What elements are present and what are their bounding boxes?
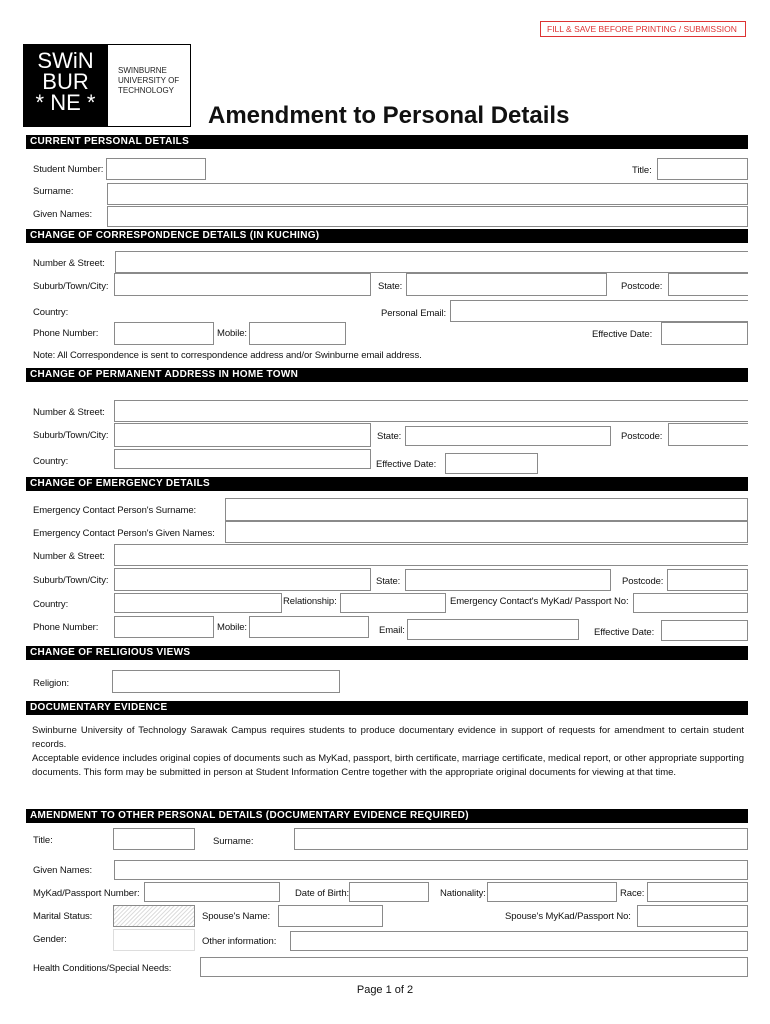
ec-email-input[interactable] [407,619,579,640]
religion-input[interactable] [112,670,340,693]
perm-country-input[interactable] [114,449,371,469]
perm-suburb-input[interactable] [114,423,371,447]
corr-effective-input[interactable] [661,322,748,345]
spouse-mykad-input[interactable] [637,905,748,927]
ec-effective-label: Effective Date: [594,627,655,638]
corr-suburb-label: Suburb/Town/City: [33,281,109,292]
ec-country-label: Country: [33,599,69,610]
ec-surname-label: Emergency Contact Person's Surname: [33,505,197,516]
corr-phone-label: Phone Number: [33,328,99,339]
ec-surname-input[interactable] [225,498,748,521]
ec-mobile-input[interactable] [249,616,369,638]
corr-postcode-input[interactable] [668,273,748,296]
page-title: Amendment to Personal Details [208,102,570,129]
page-number: Page 1 of 2 [356,984,414,996]
section-permanent-address [26,368,748,382]
section-religious [26,646,748,660]
title-label: Title: [632,165,652,176]
corr-state-input[interactable] [406,273,607,296]
other-given-input[interactable] [114,860,748,880]
logo-text-line-1: SWINBURNE [118,66,167,75]
ec-state-input[interactable] [405,569,611,591]
ec-relationship-input[interactable] [340,593,446,613]
section-title: CHANGE OF PERMANENT ADDRESS IN HOME TOWN [30,369,299,380]
perm-postcode-label: Postcode: [621,431,663,442]
mykad-input[interactable] [144,882,280,902]
section-other-details [26,809,748,823]
perm-state-input[interactable] [405,426,611,446]
other-title-input[interactable] [113,828,195,850]
evidence-paragraph-1: Swinburne University of Technology Sarawak Campus requires students to produce documentary evidence in support of requests for amendment to certain student records. [32,725,744,750]
ec-mykad-input[interactable] [633,593,748,613]
dob-input[interactable] [349,882,429,902]
religion-label: Religion: [33,678,70,689]
surname-label: Surname: [33,186,74,197]
ec-postcode-input[interactable] [667,569,748,591]
race-input[interactable] [647,882,748,902]
section-evidence [26,701,748,715]
spouse-name-label: Spouse's Name: [202,911,271,922]
perm-suburb-label: Suburb/Town/City: [33,430,109,441]
corr-email-input[interactable] [450,300,748,322]
corr-street-label: Number & Street: [33,258,105,269]
health-label: Health Conditions/Special Needs: [33,963,172,974]
student-number-label: Student Number: [33,164,104,175]
mykad-label: MyKad/Passport Number: [33,888,140,899]
evidence-paragraph-2: Acceptable evidence includes original copies of documents such as MyKad, passport, birth certificate, marriage certificate, medical report, or other appropriate supporting documents. This form may be submitted in person at Student Information Centre together with the appropriate original documents for viewing at that time. [32,753,744,778]
logo-mark [23,44,108,127]
section-title: CHANGE OF RELIGIOUS VIEWS [30,647,191,658]
gender-label: Gender: [33,934,67,945]
ec-phone-input[interactable] [114,616,214,638]
ec-state-label: State: [376,576,401,587]
other-surname-label: Surname: [213,836,254,847]
corr-postcode-label: Postcode: [621,281,663,292]
ec-suburb-label: Suburb/Town/City: [33,575,109,586]
title-input[interactable] [657,158,748,180]
ec-suburb-input[interactable] [114,568,371,591]
corr-mobile-input[interactable] [249,322,346,345]
marital-label: Marital Status: [33,911,93,922]
logo-wordmark [118,66,179,96]
corr-country-label: Country: [33,307,69,318]
student-number-input[interactable] [106,158,206,180]
perm-street-input[interactable] [114,400,748,422]
other-info-input[interactable] [290,931,748,951]
ec-email-label: Email: [379,625,405,636]
given-names-input[interactable] [107,206,748,227]
section-title: CHANGE OF CORRESPONDENCE DETAILS (IN KUCHING) [30,230,320,241]
ec-mobile-label: Mobile: [217,622,247,633]
dob-label: Date of Birth: [295,888,350,899]
spouse-name-input[interactable] [278,905,383,927]
ec-mykad-label: Emergency Contact's MyKad/ Passport No: [450,596,629,607]
ec-given-label: Emergency Contact Person's Given Names: [33,528,215,539]
section-title: AMENDMENT TO OTHER PERSONAL DETAILS (DOCUMENTARY EVIDENCE REQUIRED) [30,810,469,821]
spouse-mykad-label: Spouse's MyKad/Passport No: [505,911,631,922]
fill-save-notice: FILL & SAVE BEFORE PRINTING / SUBMISSION [540,21,746,37]
corr-effective-label: Effective Date: [592,329,653,340]
given-names-label: Given Names: [33,209,92,220]
logo-mark-line-3: * NE * [35,90,96,115]
ec-country-input[interactable] [114,593,282,613]
ec-given-input[interactable] [225,521,748,543]
section-correspondence [26,229,748,243]
perm-country-label: Country: [33,456,69,467]
marital-status-select[interactable] [113,905,195,927]
ec-relationship-label: Relationship: [283,596,337,607]
logo-text-line-3: TECHNOLOGY [118,86,175,95]
logo-mark-line-2: BUR [42,69,89,94]
nationality-input[interactable] [487,882,617,902]
ec-phone-label: Phone Number: [33,622,99,633]
correspondence-note: Note: All Correspondence is sent to correspondence address and/or Swinburne email address. [33,350,422,361]
corr-street-input[interactable] [115,251,748,273]
gender-select[interactable] [113,929,195,951]
ec-street-label: Number & Street: [33,551,105,562]
ec-street-input[interactable] [114,544,748,566]
surname-input[interactable] [107,183,748,205]
section-current-details [26,135,748,149]
logo-mark-line-1: SWiN [37,48,94,73]
perm-postcode-input[interactable] [668,423,748,446]
perm-effective-label: Effective Date: [376,459,437,470]
other-info-label: Other information: [202,936,277,947]
corr-mobile-label: Mobile: [217,328,247,339]
other-title-label: Title: [33,835,53,846]
corr-phone-input[interactable] [114,322,214,345]
section-title: CURRENT PERSONAL DETAILS [30,136,190,147]
health-input[interactable] [200,957,748,977]
logo-text-line-2: UNIVERSITY OF [118,76,180,85]
ec-postcode-label: Postcode: [622,576,664,587]
corr-email-label: Personal Email: [381,308,447,319]
corr-state-label: State: [378,281,403,292]
perm-effective-input[interactable] [445,453,538,474]
section-title: CHANGE OF EMERGENCY DETAILS [30,478,210,489]
nationality-label: Nationality: [440,888,486,899]
corr-suburb-input[interactable] [114,273,371,296]
section-title: DOCUMENTARY EVIDENCE [30,702,168,713]
perm-street-label: Number & Street: [33,407,105,418]
other-surname-input[interactable] [294,828,748,850]
perm-state-label: State: [377,431,402,442]
other-given-label: Given Names: [33,865,92,876]
section-emergency [26,477,748,491]
ec-effective-input[interactable] [661,620,748,641]
race-label: Race: [620,888,645,899]
